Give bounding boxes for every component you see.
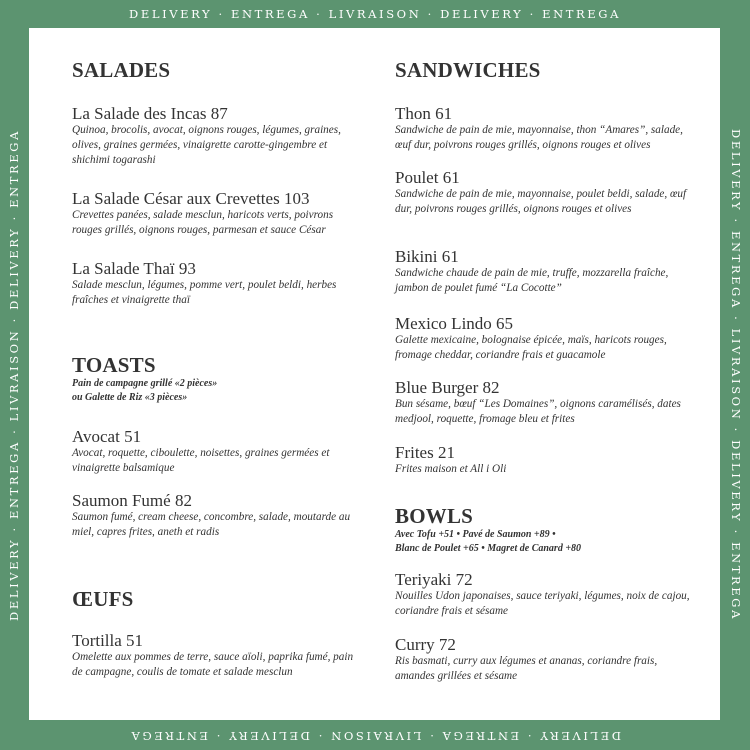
section-title-bowls: BOWLS [395,504,474,528]
toasts-note-1: Pain de campagne grillé «2 pièces» [72,378,218,389]
bowls-note-2: Blanc de Poulet +65 • Magret de Canard +80 [395,543,582,554]
bowls-note-1: Avec Tofu +51 • Pavé de Saumon +89 • [395,529,556,540]
menu-item [72,189,357,238]
menu-item-desc: Sandwiche de pain de mie, mayonnaise, poulet beldi, salade, œuf dur, poivrons rouges grillés, oignons rouges et olives [395,188,687,215]
border-right-text: DELIVERY · ENTREGA · LIVRAISON · DELIVERY · ENTREGA [729,129,743,621]
menu-item-desc: Sandwiche chaude de pain de mie, truffe, mozzarella fraîche, jambon de poulet fumé “La Cocotte” [395,267,669,294]
menu-item-name: Teriyaki 72 [395,570,473,589]
menu-item [395,168,695,217]
menu-item-desc: Galette mexicaine, bolognaise épicée, maïs, haricots rouges, fromage cheddar, coriandre frais et guacamole [395,334,667,361]
menu-item [395,443,695,477]
menu-item [395,378,695,427]
menu-item-name: Poulet 61 [395,168,460,187]
menu-item-name: Mexico Lindo 65 [395,314,514,333]
menu-item [72,104,357,168]
section-title-salades: SALADES [72,58,171,82]
menu-item-name: La Salade César aux Crevettes 103 [72,189,310,208]
menu-item-desc: Salade mesclun, légumes, pomme vert, poulet beldi, herbes fraîches et vinaigrette thaï [72,279,337,306]
menu-item-desc: Nouilles Udon japonaises, sauce teriyaki, légumes, noix de cajou, coriandre frais et sésame [395,590,690,617]
menu-item-name: Avocat 51 [72,427,142,446]
section-title-toasts: TOASTS [72,353,156,377]
menu-item-desc: Bun sésame, bœuf “Les Domaines”, oignons caramélisés, dates medjool, roquette, fromage bleu et frites [395,398,681,425]
menu-item [395,314,695,363]
menu-item-desc: Avocat, roquette, ciboulette, noisettes, graines germées et vinaigrette balsamique [72,447,330,474]
menu-item [395,570,695,619]
toasts-note-2: ou Galette de Riz «3 pièces» [72,392,188,403]
menu-item-name: Saumon Fumé 82 [72,491,192,510]
menu-item-name: Curry 72 [395,635,456,654]
menu-panel [29,28,720,720]
section-title-sandwiches: SANDWICHES [395,58,541,82]
menu-item [72,631,357,680]
menu-item [395,635,695,684]
menu-item-name: Frites 21 [395,443,455,462]
menu-item [395,104,695,153]
menu-item [395,247,695,296]
menu-item-desc: Crevettes panées, salade mesclun, haricots verts, poivrons rouges grillés, oignons rouges, parmesan et sauce César [72,209,334,236]
border-left-text: DELIVERY · ENTREGA · LIVRAISON · DELIVERY · ENTREGA [7,129,21,621]
menu-item [72,427,357,476]
menu-item-desc: Frites maison et All i Oli [395,463,507,475]
menu-item-desc: Quinoa, brocolis, avocat, oignons rouges, légumes, graines, olives, graines germées, vinaigrette carotte-gingembre et shichimi togarashi [72,124,341,166]
menu-item-desc: Sandwiche de pain de mie, mayonnaise, thon “Amares”, salade, œuf dur, poivrons rouges grillés, oignons rouges et olives [395,124,683,151]
menu-item-desc: Ris basmati, curry aux légumes et ananas, coriandre frais, amandes grillées et sésame [395,655,658,682]
menu-item-name: La Salade Thaï 93 [72,259,196,278]
border-bottom-text: DELIVERY · ENTREGA · LIVRAISON · DELIVERY · ENTREGA [129,729,621,743]
menu-item-desc: Saumon fumé, cream cheese, concombre, salade, moutarde au miel, capres frites, aneth et radis [72,511,351,538]
menu-item-name: La Salade des Incas 87 [72,104,228,123]
menu-item-name: Blue Burger 82 [395,378,500,397]
border-top-text: DELIVERY · ENTREGA · LIVRAISON · DELIVERY · ENTREGA [129,7,621,21]
menu-item [72,491,357,540]
menu-item-name: Bikini 61 [395,247,459,266]
menu-item-name: Tortilla 51 [72,631,144,650]
menu-item-desc: Omelette aux pommes de terre, sauce aïoli, paprika fumé, pain de campagne, coulis de tomate et salade mesclun [72,651,354,678]
section-title-oeufs: ŒUFS [72,587,134,611]
menu-item-name: Thon 61 [395,104,453,123]
menu-item [72,259,357,308]
